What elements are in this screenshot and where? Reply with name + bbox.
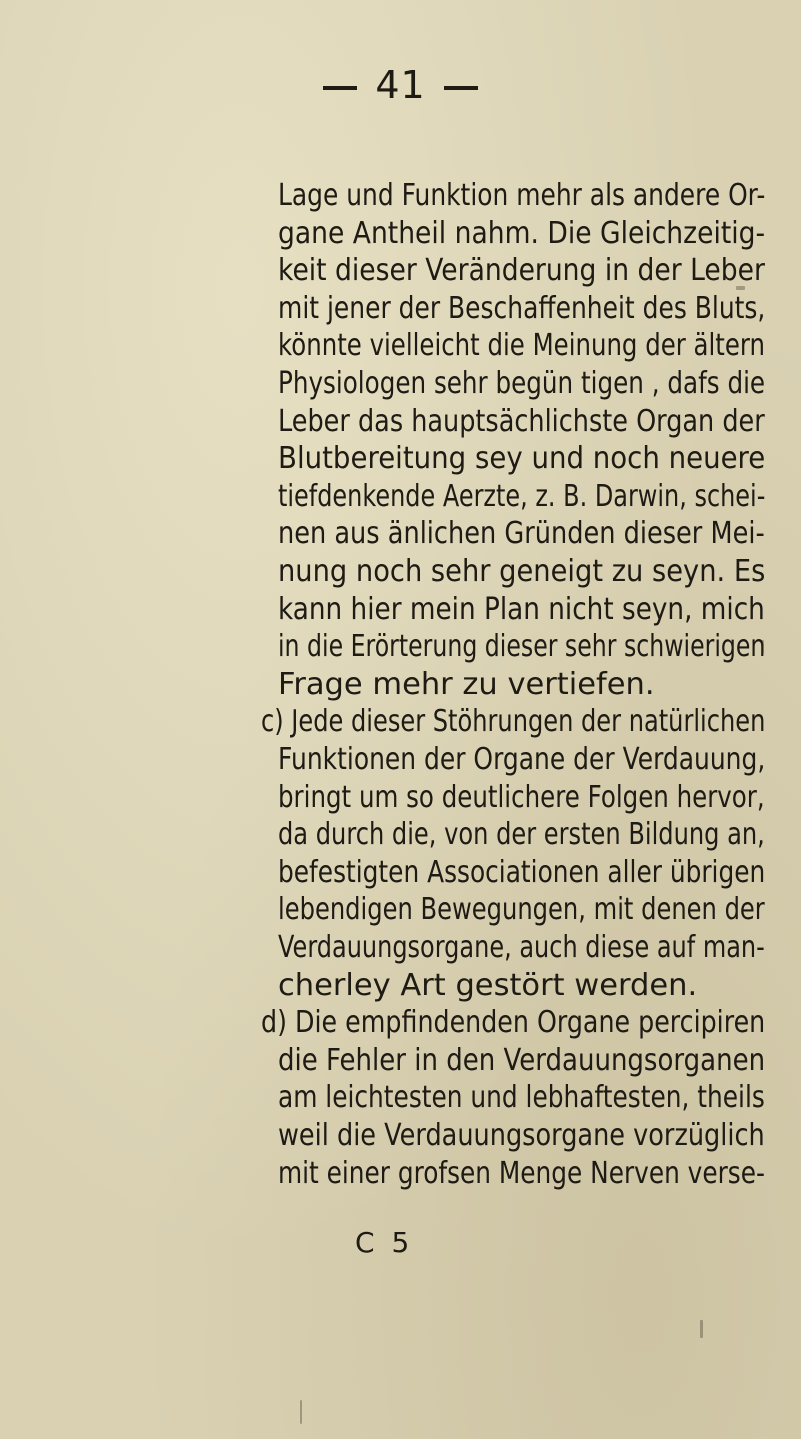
text-line: weil die Verdauungsorgane vorzüglich	[278, 1118, 765, 1153]
header-dash-left	[323, 86, 357, 90]
paper-speck	[700, 1320, 703, 1338]
text-line: befestigten Associationen aller übrigen	[278, 854, 766, 890]
text-line: Blutbereitung sey und noch neuere	[278, 441, 766, 477]
text-line: die Fehler in den Verdauungsorganen	[278, 1042, 766, 1078]
text-line: Lage und Funktion mehr als andere Or-	[278, 178, 766, 213]
signature-mark: C 5	[355, 1226, 414, 1259]
text-line: cherley Art gestört werden.	[278, 967, 698, 1003]
paper-speck	[300, 1400, 302, 1424]
text-line: tiefdenkende Aerzte, z. B. Darwin, schei-	[278, 478, 766, 514]
text-line: am leichtesten und lebhaftesten, theils	[278, 1080, 765, 1116]
paper-speck	[736, 286, 745, 290]
text-line: könnte vielleicht die Meinung der ältern	[278, 328, 766, 364]
text-line: mit jener der Beschaffenheit des Bluts,	[278, 290, 766, 326]
text-line: nung noch sehr geneigt zu seyn. Es	[278, 554, 766, 589]
text-line: c) Jede dieser Stöhrungen der natürlichen	[261, 704, 766, 740]
text-line: nen aus änlichen Gründen dieser Mei-	[278, 516, 765, 552]
text-line: Frage mehr zu vertiefen.	[278, 666, 655, 702]
text-line: bringt um so deutlichere Folgen hervor,	[278, 779, 765, 815]
text-line: keit dieser Veränderung in der Leber	[278, 253, 765, 289]
page-number: 41	[375, 63, 426, 107]
text-line: lebendigen Bewegungen, mit denen der	[278, 892, 765, 928]
paper-speck	[762, 640, 764, 654]
text-line: gane Antheil nahm. Die Gleichzeitig-	[278, 215, 766, 251]
text-line: Funktionen der Organe der Verdauung,	[278, 742, 766, 777]
text-line: Leber das hauptsächlichste Organ der	[278, 403, 765, 439]
header-dash-right	[444, 86, 478, 90]
text-line: da durch die, von der ersten Bildung an,	[278, 817, 765, 853]
text-line: d) Die empfindenden Organe percipiren	[261, 1005, 766, 1041]
text-line: Verdauungsorgane, auch diese auf man-	[278, 930, 765, 965]
text-line: kann hier mein Plan nicht seyn, mich	[278, 591, 765, 627]
text-line: in die Erörterung dieser sehr schwierigen	[278, 629, 766, 665]
text-line: Physiologen sehr begün tigen , dafs die	[278, 366, 766, 401]
page-header	[0, 62, 801, 108]
text-line: mit einer grofsen Menge Nerven verse-	[278, 1155, 765, 1191]
